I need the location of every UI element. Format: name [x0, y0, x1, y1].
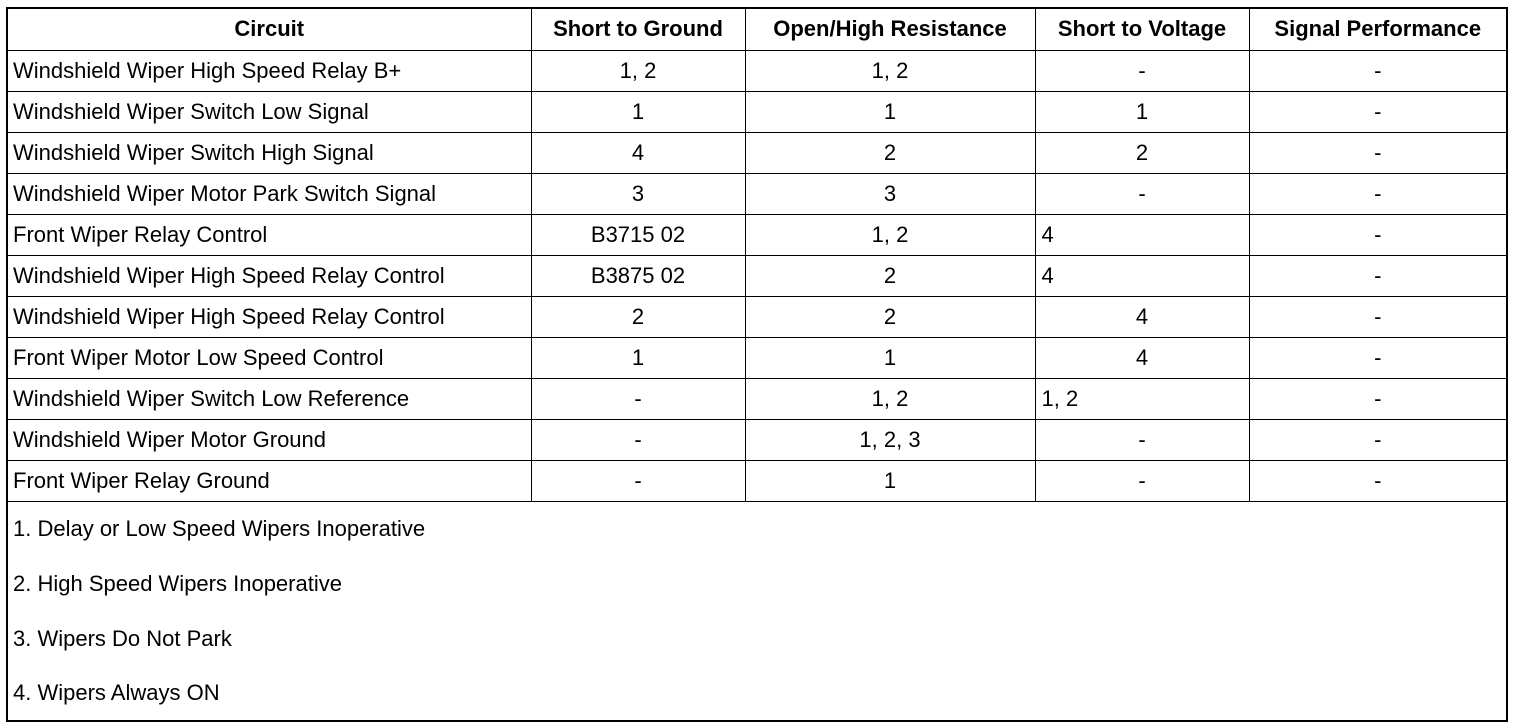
cell-short-to-ground: 1	[531, 91, 745, 132]
cell-short-to-voltage: -	[1035, 460, 1249, 501]
cell-signal-performance: -	[1249, 214, 1507, 255]
cell-short-to-voltage: 4	[1035, 296, 1249, 337]
table-row	[7, 378, 1507, 419]
footnote-2: 2. High Speed Wipers Inoperative	[7, 556, 1507, 611]
cell-signal-performance: -	[1249, 132, 1507, 173]
cell-open-high-resistance: 2	[745, 132, 1035, 173]
cell-signal-performance: -	[1249, 419, 1507, 460]
cell-open-high-resistance: 1, 2	[745, 214, 1035, 255]
cell-open-high-resistance: 1	[745, 91, 1035, 132]
table-row	[7, 132, 1507, 173]
cell-circuit: Windshield Wiper High Speed Relay B+	[7, 50, 531, 91]
footnote-row	[7, 501, 1507, 556]
cell-circuit: Windshield Wiper Switch High Signal	[7, 132, 531, 173]
cell-open-high-resistance: 1, 2	[745, 50, 1035, 91]
cell-short-to-ground: B3875 02	[531, 255, 745, 296]
cell-signal-performance: -	[1249, 50, 1507, 91]
cell-circuit: Windshield Wiper Motor Ground	[7, 419, 531, 460]
cell-circuit: Front Wiper Relay Ground	[7, 460, 531, 501]
table-row	[7, 91, 1507, 132]
table-row	[7, 173, 1507, 214]
cell-open-high-resistance: 1	[745, 460, 1035, 501]
table-row	[7, 296, 1507, 337]
cell-circuit: Windshield Wiper Motor Park Switch Signal	[7, 173, 531, 214]
cell-open-high-resistance: 1	[745, 337, 1035, 378]
cell-circuit: Windshield Wiper Switch Low Reference	[7, 378, 531, 419]
cell-circuit: Windshield Wiper High Speed Relay Control	[7, 255, 531, 296]
table-row	[7, 460, 1507, 501]
cell-short-to-ground: B3715 02	[531, 214, 745, 255]
cell-short-to-voltage: -	[1035, 50, 1249, 91]
cell-short-to-ground: -	[531, 419, 745, 460]
cell-short-to-voltage: 2	[1035, 132, 1249, 173]
cell-short-to-voltage: 4	[1035, 255, 1249, 296]
cell-signal-performance: -	[1249, 460, 1507, 501]
cell-short-to-voltage: 4	[1035, 337, 1249, 378]
cell-signal-performance: -	[1249, 173, 1507, 214]
header-signal-performance: Signal Performance	[1249, 8, 1507, 50]
cell-signal-performance: -	[1249, 255, 1507, 296]
cell-circuit: Front Wiper Motor Low Speed Control	[7, 337, 531, 378]
cell-signal-performance: -	[1249, 337, 1507, 378]
cell-circuit: Windshield Wiper Switch Low Signal	[7, 91, 531, 132]
table-row	[7, 419, 1507, 460]
cell-short-to-ground: 2	[531, 296, 745, 337]
cell-short-to-voltage: -	[1035, 419, 1249, 460]
cell-short-to-ground: -	[531, 460, 745, 501]
cell-short-to-ground: 3	[531, 173, 745, 214]
cell-short-to-ground: 1, 2	[531, 50, 745, 91]
cell-short-to-voltage: 1	[1035, 91, 1249, 132]
cell-open-high-resistance: 1, 2, 3	[745, 419, 1035, 460]
cell-open-high-resistance: 2	[745, 296, 1035, 337]
header-circuit: Circuit	[7, 8, 531, 50]
table-header-row	[7, 8, 1507, 50]
cell-circuit: Front Wiper Relay Control	[7, 214, 531, 255]
table-row	[7, 337, 1507, 378]
header-short-to-voltage: Short to Voltage	[1035, 8, 1249, 50]
footnote-row	[7, 666, 1507, 721]
cell-signal-performance: -	[1249, 378, 1507, 419]
cell-short-to-voltage: -	[1035, 173, 1249, 214]
footnote-3: 3. Wipers Do Not Park	[7, 611, 1507, 666]
cell-signal-performance: -	[1249, 91, 1507, 132]
cell-short-to-ground: 1	[531, 337, 745, 378]
table-row	[7, 50, 1507, 91]
header-short-to-ground: Short to Ground	[531, 8, 745, 50]
table-row	[7, 255, 1507, 296]
table-row	[7, 214, 1507, 255]
cell-open-high-resistance: 1, 2	[745, 378, 1035, 419]
cell-short-to-voltage: 1, 2	[1035, 378, 1249, 419]
footnote-4: 4. Wipers Always ON	[7, 666, 1507, 721]
cell-short-to-ground: -	[531, 378, 745, 419]
cell-circuit: Windshield Wiper High Speed Relay Control	[7, 296, 531, 337]
footnote-row	[7, 556, 1507, 611]
cell-open-high-resistance: 3	[745, 173, 1035, 214]
diagnostic-table-container	[6, 7, 1506, 721]
cell-short-to-voltage: 4	[1035, 214, 1249, 255]
circuit-diagnostic-table	[6, 7, 1508, 722]
cell-short-to-ground: 4	[531, 132, 745, 173]
footnote-row	[7, 611, 1507, 666]
cell-signal-performance: -	[1249, 296, 1507, 337]
footnote-1: 1. Delay or Low Speed Wipers Inoperative	[7, 501, 1507, 556]
cell-open-high-resistance: 2	[745, 255, 1035, 296]
header-open-high-resistance: Open/High Resistance	[745, 8, 1035, 50]
